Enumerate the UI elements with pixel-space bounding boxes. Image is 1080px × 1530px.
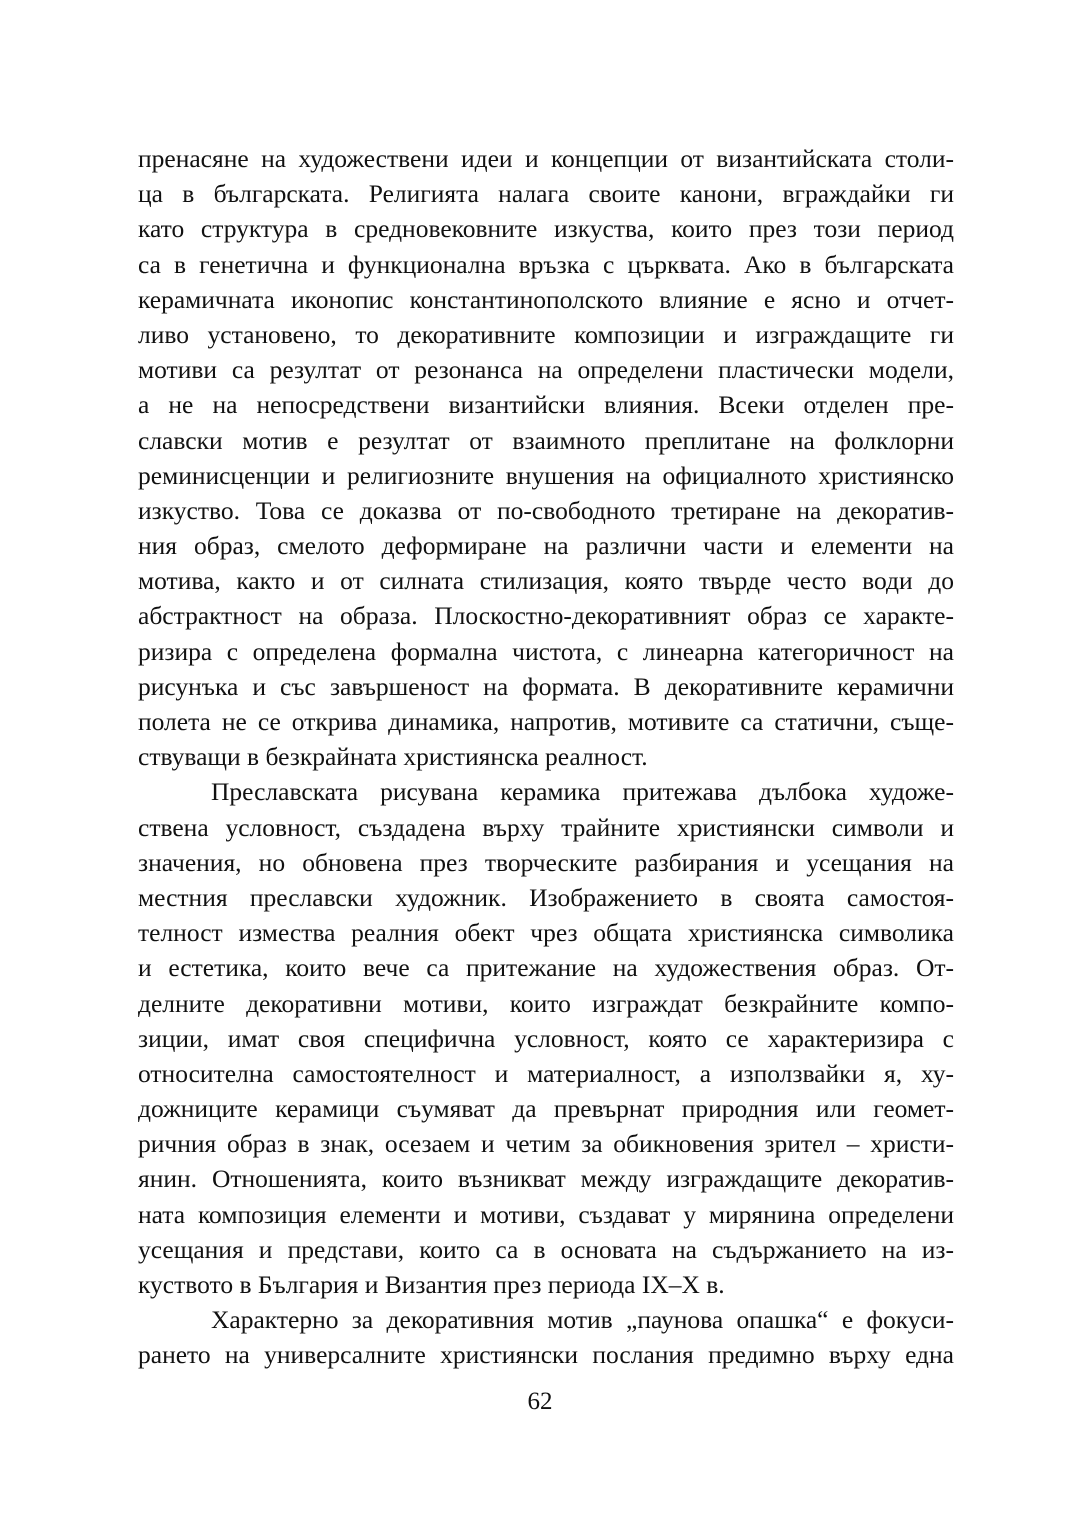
text-line: ризира с определена формална чистота, с линеарна категоричност на [138, 636, 954, 666]
text-line: ния образ, смелото деформиране на различни части и елементи на [138, 531, 954, 561]
text-line: ливо установено, то декоративните композиции и изграждащите ги [138, 319, 954, 349]
text-line: мотива, както и от силната стилизация, която твърде често води до [138, 566, 954, 596]
text-line: делните декоративни мотиви, които изграждат безкрайните компо- [138, 988, 954, 1018]
text-line: янин. Отношенията, които възникват между изграждащите декоратив- [138, 1164, 954, 1194]
page-number: 62 [527, 1388, 553, 1415]
text-line: телност измества реалния обект чрез общата християнска символика [138, 918, 954, 948]
text-line: изкуство. Това се доказва от по-свободното третиране на декоратив- [138, 495, 954, 525]
paragraph [138, 1302, 954, 1372]
text-line: пренасяне на художествени идеи и концепции от византийската столи- [138, 144, 954, 173]
text-line: рисунъка и със завършеност на формата. В декоративните керамични [138, 671, 954, 701]
text-line: ца в българската. Религията налага своите канони, вграждайки ги [138, 179, 954, 209]
text-line: славски мотив е резултат от взаимното преплитане на фолклорни [138, 425, 954, 455]
text-line: зиции, имат своя специфична условност, която се характеризира с [138, 1023, 954, 1053]
paragraph [138, 141, 954, 774]
text-line: рането на универсалните християнски послания предимно върху една [138, 1340, 954, 1370]
text-line: относителна самостоятелност и материалност, а използвайки я, ху- [138, 1058, 954, 1088]
text-line: ната композиция елементи и мотиви, създават у мирянина определени [138, 1199, 954, 1229]
text-line: са в генетична и функционална връзка с църквата. Ако в българската [138, 249, 954, 279]
text-line: куството в България и Византия през периода IX–X в. [138, 1270, 725, 1299]
text-line: усещания и представи, които са в основата на съдържанието на из- [138, 1234, 954, 1264]
text-line: Характерно за декоративния мотив „паунова опашка“ е фокуси- [211, 1305, 954, 1335]
body-text [138, 141, 954, 1373]
text-line: Преславската рисувана керамика притежава дълбока художе- [211, 777, 954, 807]
text-line: и естетика, които вече са притежание на художествения образ. От- [138, 953, 954, 983]
paragraph [138, 774, 954, 1302]
text-line: реминисценции и религиозните внушения на официалното християнско [138, 460, 954, 490]
text-line: абстрактност на образа. Плоскостно-декоративният образ се характе- [138, 601, 954, 631]
text-line: керамичната иконопис константинополското влияние е ясно и отчет- [138, 284, 954, 314]
text-line: мотиви са резултат от резонанса на определени пластически модели, [138, 355, 954, 385]
text-line: полета не се открива динамика, напротив, мотивите са статични, съще- [138, 707, 954, 736]
text-line: дожниците керамици съумяват да превърнат природния или геомет- [138, 1094, 954, 1124]
text-line: местния преславски художник. Изображението в своята самостоя- [138, 882, 954, 912]
text-line: ствуващи в безкрайната християнска реалност. [138, 742, 648, 772]
text-line: а не на непосредствени византийски влияния. Всеки отделен пре- [138, 390, 954, 420]
text-line: ствена условност, създадена върху трайните християнски символи и [138, 812, 954, 842]
text-line: ричния образ в знак, осезаем и четим за обикновения зрител – христи- [138, 1129, 954, 1159]
text-line: значения, но обновена през творческите разбирания и усещания на [138, 847, 954, 877]
text-line: като структура в средновековните изкуства, които през този период [138, 214, 954, 244]
